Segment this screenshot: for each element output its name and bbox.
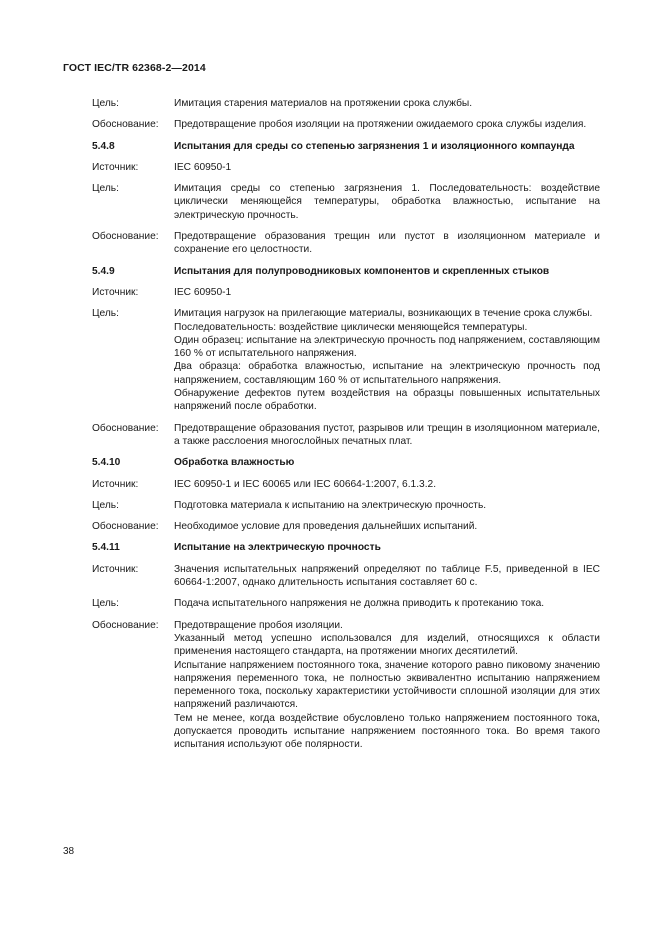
field-row: [92, 182, 600, 222]
field-row: [92, 520, 600, 533]
text-paragraph: Обнаружение дефектов путем воздействия на образцы повышенных испытательных напряжений после обработки.: [174, 388, 600, 413]
field-row: [92, 230, 600, 257]
text-paragraph: Подготовка материала к испытанию на электрическую прочность.: [174, 499, 487, 511]
field-text: [174, 286, 600, 299]
field-text: [174, 478, 600, 491]
page-number: 38: [63, 846, 75, 857]
text-paragraph: Значения испытательных напряжений определяют по таблице F.5, приведенной в IEC 60664-1:2007, однако длительность испытания составляет 60 с.: [174, 563, 600, 589]
field-label: Источник:: [92, 286, 139, 298]
text-paragraph: IEC 60950-1 и IEC 60065 или IEC 60664-1:2007, 6.1.3.2.: [174, 478, 437, 490]
field-row: [92, 499, 600, 512]
field-row: [92, 422, 600, 449]
field-label: Обоснование:: [92, 521, 159, 533]
field-label: Цель:: [92, 598, 119, 610]
field-row: [92, 478, 600, 491]
field-text: [174, 161, 600, 174]
text-paragraph: Последовательность: воздействие циклически меняющейся температуры.: [174, 321, 528, 333]
field-text: [174, 118, 600, 131]
field-label: Источник:: [92, 161, 139, 173]
section-heading: [92, 140, 600, 153]
section-heading: [92, 265, 600, 278]
field-label: Обоснование:: [92, 422, 159, 434]
field-text: [174, 307, 600, 413]
text-paragraph: Предотвращение пробоя изоляции на протяжении ожидаемого срока службы изделия.: [174, 119, 587, 131]
document-header: ГОСТ IEC/TR 62368-2—2014: [63, 62, 206, 74]
field-row: [92, 563, 600, 590]
field-text: [174, 619, 600, 752]
text-paragraph: IEC 60950-1: [174, 161, 232, 173]
text-paragraph: Предотвращение пробоя изоляции.: [174, 619, 343, 631]
section-title: Обработка влажностью: [174, 457, 295, 469]
section-number: 5.4.9: [92, 265, 115, 277]
text-paragraph: Имитация нагрузок на прилегающие материалы, возникающих в течение срока службы.: [174, 308, 593, 320]
text-paragraph: Два образца: обработка влажностью, испытание на электрическую прочность под напряжением, составляющим 160 % от испытательного напряжения.: [174, 361, 600, 386]
field-row: [92, 597, 600, 610]
field-label: Источник:: [92, 563, 139, 575]
text-paragraph: Один образец: испытание на электрическую прочность под напряжением, составляющим 160 % от испытательного напряжения.: [174, 334, 600, 360]
section-title: Испытания для полупроводниковых компонентов и скрепленных стыков: [174, 265, 550, 277]
text-paragraph: Тем не менее, когда воздействие обусловлено только напряжением постоянного тока, допускается проводить испытание напряжением постоянного тока. Во время такого испытания используют обе полярности.: [174, 712, 600, 751]
field-row: [92, 161, 600, 174]
field-text: [174, 230, 600, 257]
field-text: [174, 597, 600, 610]
field-label: Обоснование:: [92, 619, 159, 631]
field-text: [174, 499, 600, 512]
field-label: Источник:: [92, 478, 139, 490]
field-text: [174, 520, 600, 533]
field-label: Обоснование:: [92, 119, 159, 131]
field-text: [174, 97, 600, 110]
text-paragraph: Имитация среды со степенью загрязнения 1. Последовательность: воздействие циклически меняющейся температуры, обработка влажностью, испытание на электрическую прочность.: [174, 183, 600, 221]
section-heading: [92, 541, 600, 554]
field-row: [92, 619, 600, 752]
field-label: Цель:: [92, 308, 119, 320]
section-title: Испытание на электрическую прочность: [174, 542, 381, 554]
text-paragraph: IEC 60950-1: [174, 286, 232, 298]
field-label: Цель:: [92, 499, 119, 511]
field-label: Цель:: [92, 98, 119, 109]
field-text: [174, 182, 600, 222]
text-paragraph: Предотвращение образования пустот, разрывов или трещин в изоляционном материале, а также расслоения многослойных печатных плат.: [174, 422, 600, 447]
section-number: 5.4.10: [92, 457, 121, 469]
field-label: Цель:: [92, 183, 119, 195]
field-text: [174, 422, 600, 449]
document-body: [92, 97, 600, 760]
field-row: [92, 286, 600, 299]
field-row: [92, 307, 600, 413]
text-paragraph: Предотвращение образования трещин или пустот в изоляционном материале и сохранение его целостности.: [174, 231, 600, 256]
section-number: 5.4.8: [92, 140, 115, 152]
field-row: [92, 97, 600, 110]
section-title: Испытания для среды со степенью загрязнения 1 и изоляционного компаунда: [174, 140, 575, 152]
section-heading: [92, 456, 600, 469]
field-row: [92, 118, 600, 131]
section-number: 5.4.11: [92, 542, 120, 554]
field-label: Обоснование:: [92, 231, 159, 243]
text-paragraph: Необходимое условие для проведения дальнейших испытаний.: [174, 521, 478, 533]
text-paragraph: Указанный метод успешно использовался для изделий, относящихся к области применения настоящего стандарта, на протяжении многих десятилетий.: [174, 632, 600, 658]
field-text: [174, 563, 600, 590]
text-paragraph: Имитация старения материалов на протяжении срока службы.: [174, 98, 473, 109]
text-paragraph: Испытание напряжением постоянного тока, значение которого равно пиковому значению напряжения переменного тока, не полностью эквивалентно испытанию напряжением переменного тока, поскольку характеристики устойчивости сплошной изоляции для этих напряжений различаются.: [174, 659, 600, 711]
text-paragraph: Подача испытательного напряжения не должна приводить к протеканию тока.: [174, 598, 545, 610]
